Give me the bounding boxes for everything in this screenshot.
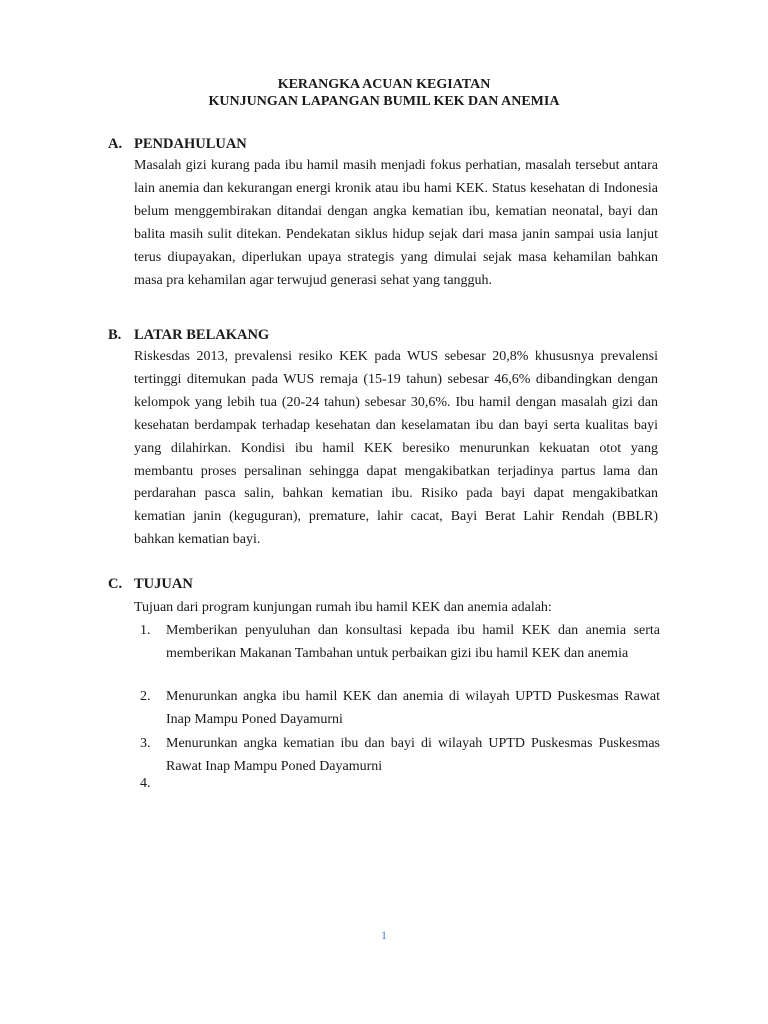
section-a-letter: A. — [108, 136, 123, 152]
section-a-body: Masalah gizi kurang pada ibu hamil masih menjadi fokus perhatian, masalah tersebut antara lain anemia dan kekurangan energi kronik atau ibu hami KEK. Status kesehatan di Indonesia belum menggembirakan ditandai dengan angka kematian ibu, kematian neonatal, bayi dan balita masih sulit ditekan. Pendekatan siklus hidup sejak dari masa janin sampai usia lanjut terus diupayakan, diperlukan upaya strategis yang dimulai sejak masa kehamilan bahkan masa pra kehamilan agar terwujud generasi sehat yang tangguh. — [134, 158, 658, 288]
list-item — [140, 686, 660, 732]
document-title — [0, 76, 768, 110]
list-item-number: 2. — [140, 689, 151, 704]
section-b-letter: B. — [108, 327, 122, 343]
list-item-text: Menurunkan angka kematian ibu dan bayi di wilayah UPTD Puskesmas Puskesmas Rawat Inap Mampu Poned Dayamurni — [166, 736, 660, 774]
section-a-title: PENDAHULUAN — [134, 136, 247, 152]
list-item — [140, 620, 660, 666]
section-c-intro: Tujuan dari program kunjungan rumah ibu hamil KEK dan anemia adalah: — [134, 600, 552, 615]
title-line-1: KERANGKA ACUAN KEGIATAN — [277, 77, 491, 92]
list-item-text: Memberikan penyuluhan dan konsultasi kepada ibu hamil KEK dan anemia serta memberikan Makanan Tambahan untuk perbaikan gizi ibu hamil KEK dan anemia — [166, 623, 660, 661]
list-item-number: 1. — [140, 623, 151, 638]
list-item-number: 3. — [140, 736, 151, 751]
section-c-letter: C. — [108, 576, 123, 592]
list-item-number: 4. — [140, 776, 151, 791]
section-a-heading — [108, 136, 247, 153]
title-line-2: KUNJUNGAN LAPANGAN BUMIL KEK DAN ANEMIA — [208, 94, 560, 109]
section-c-heading — [108, 576, 193, 593]
section-b-heading — [108, 327, 269, 344]
page-number: 1 — [381, 928, 387, 942]
section-c-title: TUJUAN — [134, 576, 193, 592]
section-b-body: Riskesdas 2013, prevalensi resiko KEK pada WUS sebesar 20,8% khususnya prevalensi tertinggi ditemukan pada WUS remaja (15-19 tahun) sebesar 46,6% dibandingkan dengan kelompok yang lebih tua (20-24 tahun) sebesar 30,6%. Ibu hamil dengan masalah gizi dan kesehatan berdampak terhadap kesehatan dan keselamatan ibu dan bayi serta kualitas bayi yang dilahirkan. Kondisi ibu hamil KEK beresiko menurunkan kekuatan otot yang membantu proses persalinan sehingga dapat mengakibatkan terjadinya partus lama dan perdarahan pasca salin, bahkan kematian ibu. Risiko pada bayi dapat mengakibatkan kematian janin (keguguran), premature, lahir cacat, Bayi Berat Lahir Rendah (BBLR) bahkan kematian bayi. — [134, 349, 658, 548]
list-item — [140, 733, 660, 779]
section-b-title: LATAR BELAKANG — [134, 327, 270, 343]
list-item-text: Menurunkan angka ibu hamil KEK dan anemia di wilayah UPTD Puskesmas Rawat Inap Mampu Poned Dayamurni — [166, 689, 660, 727]
